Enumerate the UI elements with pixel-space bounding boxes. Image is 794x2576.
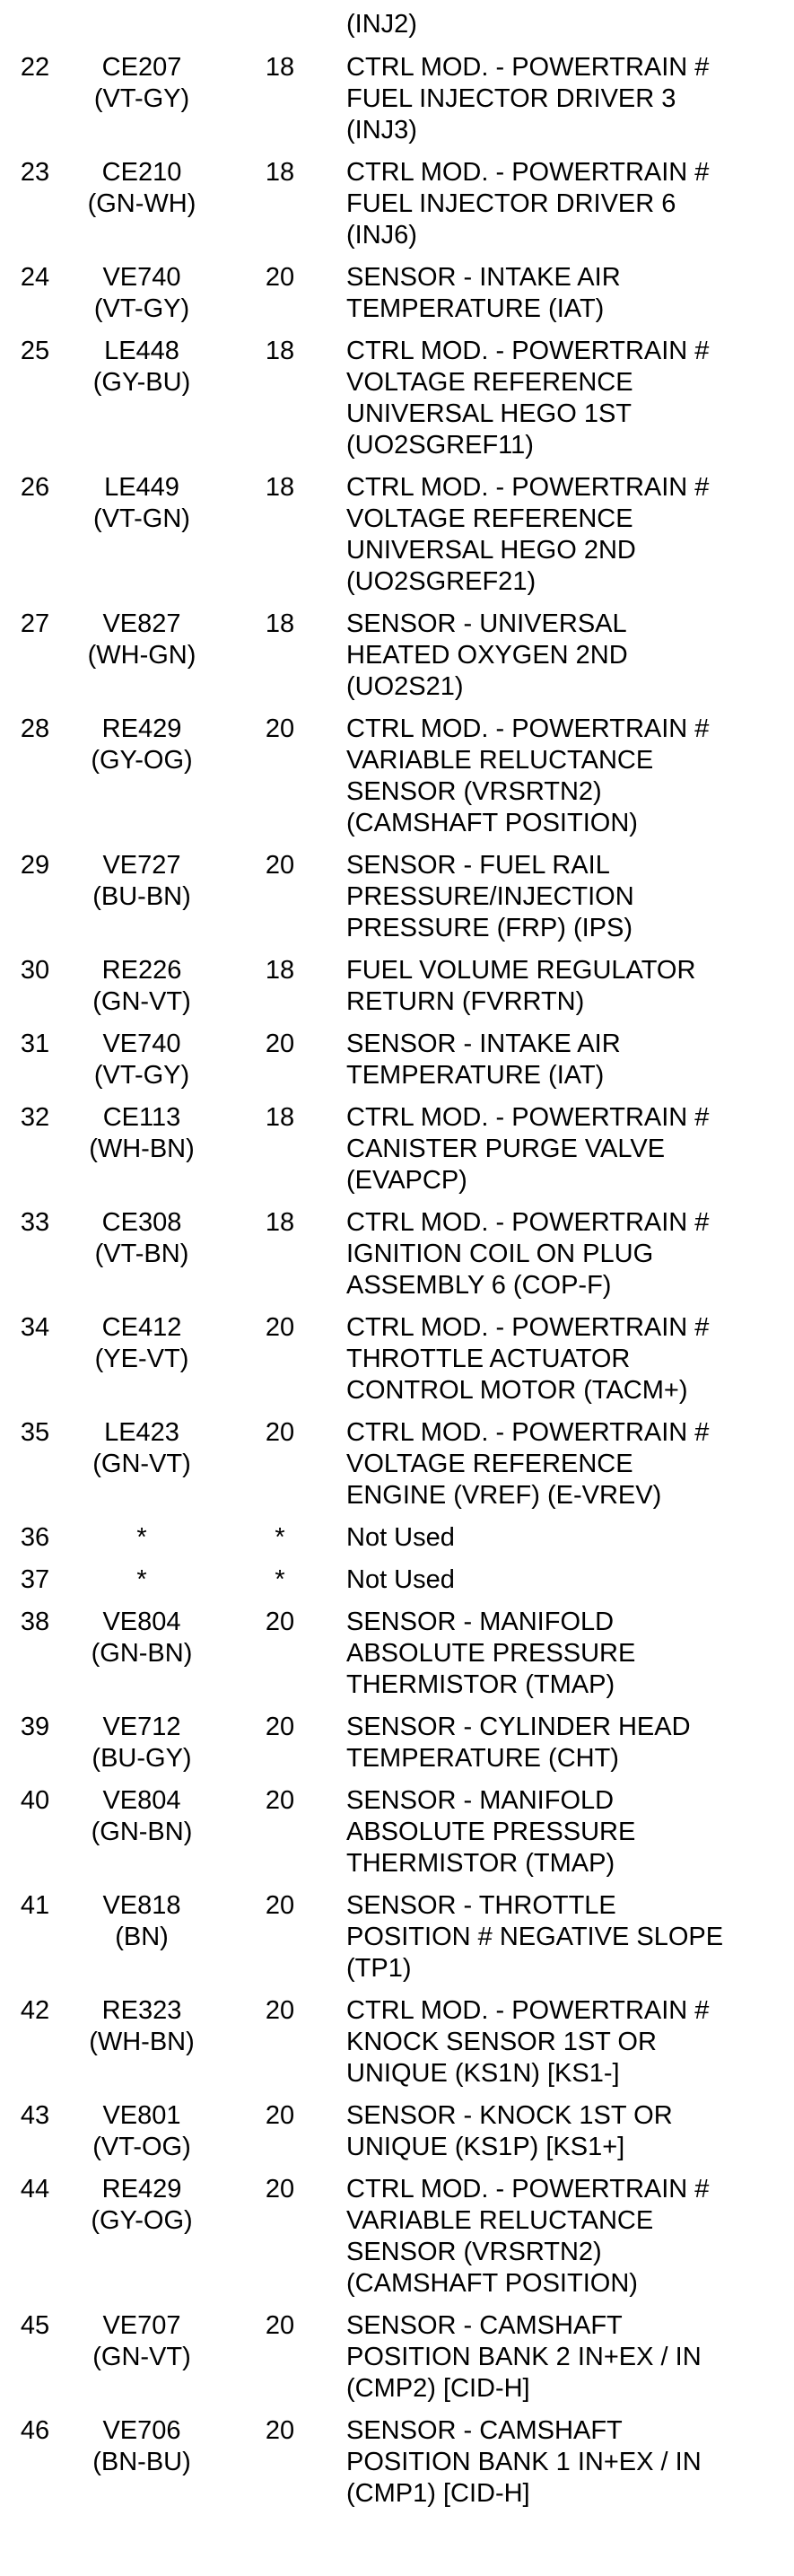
circuit-cell: VE801 (VT-OG)	[92, 2101, 191, 2161]
table-row	[0, 1890, 794, 1995]
gauge-cell: 20	[265, 714, 295, 743]
function-cell: SENSOR - CAMSHAFT POSITION BANK 1 IN+EX / IN (CMP1) [CID-H]	[346, 2416, 702, 2508]
gauge-cell: 20	[265, 1713, 295, 1741]
circuit-cell: LE449 (VT-GN)	[93, 473, 190, 533]
pin-number-cell: 33	[20, 1208, 50, 1237]
pin-number-cell: 35	[20, 1418, 50, 1447]
circuit-cell: VE706 (BN-BU)	[92, 2416, 191, 2476]
pin-number-cell: 22	[20, 53, 50, 82]
gauge-cell: 18	[265, 337, 295, 365]
gauge-cell: *	[275, 1565, 285, 1594]
gauge-cell: 20	[265, 1030, 295, 1058]
pin-number-cell	[0, 9, 70, 52]
function-cell: CTRL MOD. - POWERTRAIN # CANISTER PURGE VALVE (EVAPCP)	[346, 1103, 710, 1195]
circuit-cell: CE113 (WH-BN)	[89, 1103, 195, 1163]
function-cell: CTRL MOD. - POWERTRAIN # VARIABLE RELUCTANCE SENSOR (VRSRTN2) (CAMSHAFT POSITION)	[346, 714, 710, 837]
pin-number-cell: 43	[20, 2101, 50, 2130]
table-row	[0, 609, 794, 714]
pin-number-cell: 39	[20, 1713, 50, 1741]
table-row	[0, 1207, 794, 1312]
gauge-cell: 20	[265, 851, 295, 880]
function-cell: SENSOR - MANIFOLD ABSOLUTE PRESSURE THERMISTOR (TMAP)	[346, 1786, 636, 1878]
table-row	[0, 1564, 794, 1607]
continuation-row	[0, 9, 794, 52]
function-cell: CTRL MOD. - POWERTRAIN # VOLTAGE REFERENCE UNIVERSAL HEGO 2ND (UO2SGREF21)	[346, 473, 710, 596]
circuit-cell: VE727 (BU-BN)	[92, 851, 191, 911]
pin-number-cell: 26	[20, 473, 50, 502]
function-cell: Not Used	[346, 1523, 455, 1552]
pin-number-cell: 36	[20, 1523, 50, 1552]
table-row	[0, 850, 794, 955]
function-cell: SENSOR - CYLINDER HEAD TEMPERATURE (CHT)	[346, 1713, 691, 1773]
circuit-cell: VE712 (BU-GY)	[92, 1713, 192, 1773]
gauge-cell: 18	[265, 1103, 295, 1132]
circuit-cell: *	[136, 1565, 147, 1594]
function-cell: SENSOR - INTAKE AIR TEMPERATURE (IAT)	[346, 1030, 621, 1090]
pin-number-cell: 25	[20, 337, 50, 365]
pin-number-cell: 29	[20, 851, 50, 880]
circuit-cell: *	[136, 1523, 147, 1552]
circuit-cell	[70, 9, 214, 52]
pin-number-cell: 34	[20, 1313, 50, 1342]
circuit-cell: CE412 (YE-VT)	[94, 1313, 189, 1373]
function-cell: SENSOR - MANIFOLD ABSOLUTE PRESSURE THERMISTOR (TMAP)	[346, 1608, 636, 1699]
table-row	[0, 262, 794, 336]
pin-number-cell: 42	[20, 1996, 50, 2025]
table-row	[0, 336, 794, 472]
pin-number-cell: 40	[20, 1786, 50, 1815]
function-cell: CTRL MOD. - POWERTRAIN # VOLTAGE REFERENCE UNIVERSAL HEGO 1ST (UO2SGREF11)	[346, 337, 710, 460]
function-cell: CTRL MOD. - POWERTRAIN # THROTTLE ACTUATOR CONTROL MOTOR (TACM+)	[346, 1313, 710, 1405]
function-cell: SENSOR - THROTTLE POSITION # NEGATIVE SLOPE (TP1)	[346, 1891, 724, 1983]
function-cell: SENSOR - KNOCK 1ST OR UNIQUE (KS1P) [KS1+]	[346, 2101, 673, 2161]
circuit-cell: LE423 (GN-VT)	[92, 1418, 191, 1478]
gauge-cell: 18	[265, 158, 295, 187]
gauge-cell: 20	[265, 2175, 295, 2204]
circuit-cell: VE740 (VT-GY)	[93, 263, 190, 323]
gauge-cell: 20	[265, 1418, 295, 1447]
circuit-cell: VE827 (WH-GN)	[87, 609, 196, 670]
function-cell: CTRL MOD. - POWERTRAIN # KNOCK SENSOR 1ST OR UNIQUE (KS1N) [KS1-]	[346, 1996, 710, 2088]
table-row	[0, 2174, 794, 2310]
table-row	[0, 52, 794, 157]
circuit-cell: RE429 (GY-OG)	[91, 714, 193, 775]
circuit-cell: LE448 (GY-BU)	[92, 337, 191, 397]
table-row	[0, 1607, 794, 1712]
table-row	[0, 1785, 794, 1890]
gauge-cell: 18	[265, 1208, 295, 1237]
gauge-cell: 20	[265, 1608, 295, 1636]
table-row	[0, 1102, 794, 1207]
circuit-cell: VE818 (BN)	[102, 1891, 181, 1951]
gauge-cell: 18	[265, 53, 295, 82]
pin-number-cell: 27	[20, 609, 50, 638]
function-cell: SENSOR - CAMSHAFT POSITION BANK 2 IN+EX / IN (CMP2) [CID-H]	[346, 2311, 702, 2403]
function-cell: CTRL MOD. - POWERTRAIN # VOLTAGE REFERENCE ENGINE (VREF) (E-VREV)	[346, 1418, 710, 1510]
pin-number-cell: 41	[20, 1891, 50, 1920]
pin-number-cell: 38	[20, 1608, 50, 1636]
table-row	[0, 1522, 794, 1564]
circuit-cell: RE323 (WH-BN)	[89, 1996, 195, 2056]
function-cell: SENSOR - UNIVERSAL HEATED OXYGEN 2ND (UO2S21)	[346, 609, 628, 701]
circuit-cell: VE740 (VT-GY)	[93, 1030, 190, 1090]
circuit-cell: VE707 (GN-VT)	[92, 2311, 191, 2371]
circuit-cell: CE210 (GN-WH)	[87, 158, 196, 218]
table-row	[0, 1995, 794, 2100]
pin-number-cell: 23	[20, 158, 50, 187]
gauge-cell: 18	[265, 473, 295, 502]
circuit-cell: VE804 (GN-BN)	[91, 1786, 193, 1846]
gauge-cell: 20	[265, 1891, 295, 1920]
function-cell: Not Used	[346, 1565, 455, 1594]
circuit-cell: CE207 (VT-GY)	[93, 53, 190, 113]
gauge-cell: 20	[265, 263, 295, 292]
pin-number-cell: 31	[20, 1030, 50, 1058]
pin-number-cell: 24	[20, 263, 50, 292]
connector-pinout-table	[0, 9, 794, 2520]
function-cell: CTRL MOD. - POWERTRAIN # FUEL INJECTOR DRIVER 3 (INJ3)	[346, 53, 710, 145]
function-cell: SENSOR - INTAKE AIR TEMPERATURE (IAT)	[346, 263, 621, 323]
function-cell: CTRL MOD. - POWERTRAIN # FUEL INJECTOR DRIVER 6 (INJ6)	[346, 158, 710, 250]
table-row	[0, 2100, 794, 2174]
pin-number-cell: 44	[20, 2175, 50, 2204]
circuit-cell: RE429 (GY-OG)	[91, 2175, 193, 2235]
pin-number-cell: 32	[20, 1103, 50, 1132]
gauge-cell: 18	[265, 609, 295, 638]
table-row	[0, 1029, 794, 1102]
pin-number-cell: 28	[20, 714, 50, 743]
pin-number-cell: 37	[20, 1565, 50, 1594]
gauge-cell: 20	[265, 2416, 295, 2445]
circuit-cell: RE226 (GN-VT)	[92, 956, 191, 1016]
table-row	[0, 955, 794, 1029]
gauge-cell: 20	[265, 1996, 295, 2025]
gauge-cell: 18	[265, 956, 295, 985]
pin-number-cell: 46	[20, 2416, 50, 2445]
pin-number-cell: 45	[20, 2311, 50, 2340]
table-row	[0, 472, 794, 609]
table-row	[0, 714, 794, 850]
pin-number-cell: 30	[20, 956, 50, 985]
table-row	[0, 1712, 794, 1785]
gauge-cell: *	[275, 1523, 285, 1552]
gauge-cell: 20	[265, 2101, 295, 2130]
gauge-cell: 20	[265, 1786, 295, 1815]
table-row	[0, 1312, 794, 1417]
gauge-cell: 20	[265, 1313, 295, 1342]
circuit-cell: VE804 (GN-BN)	[91, 1608, 193, 1668]
function-cell: CTRL MOD. - POWERTRAIN # VARIABLE RELUCTANCE SENSOR (VRSRTN2) (CAMSHAFT POSITION)	[346, 2175, 710, 2298]
function-cell: CTRL MOD. - POWERTRAIN # IGNITION COIL ON PLUG ASSEMBLY 6 (COP-F)	[346, 1208, 710, 1300]
gauge-cell: 20	[265, 2311, 295, 2340]
table-row	[0, 1417, 794, 1522]
pinout-table-body	[0, 9, 794, 2520]
table-row	[0, 2310, 794, 2415]
table-row	[0, 2415, 794, 2520]
function-cell: SENSOR - FUEL RAIL PRESSURE/INJECTION PRESSURE (FRP) (IPS)	[346, 851, 634, 942]
function-cell: (INJ2)	[346, 10, 417, 39]
gauge-cell	[214, 9, 346, 52]
circuit-cell: CE308 (VT-BN)	[94, 1208, 189, 1268]
function-cell: FUEL VOLUME REGULATOR RETURN (FVRRTN)	[346, 956, 696, 1016]
table-row	[0, 157, 794, 262]
